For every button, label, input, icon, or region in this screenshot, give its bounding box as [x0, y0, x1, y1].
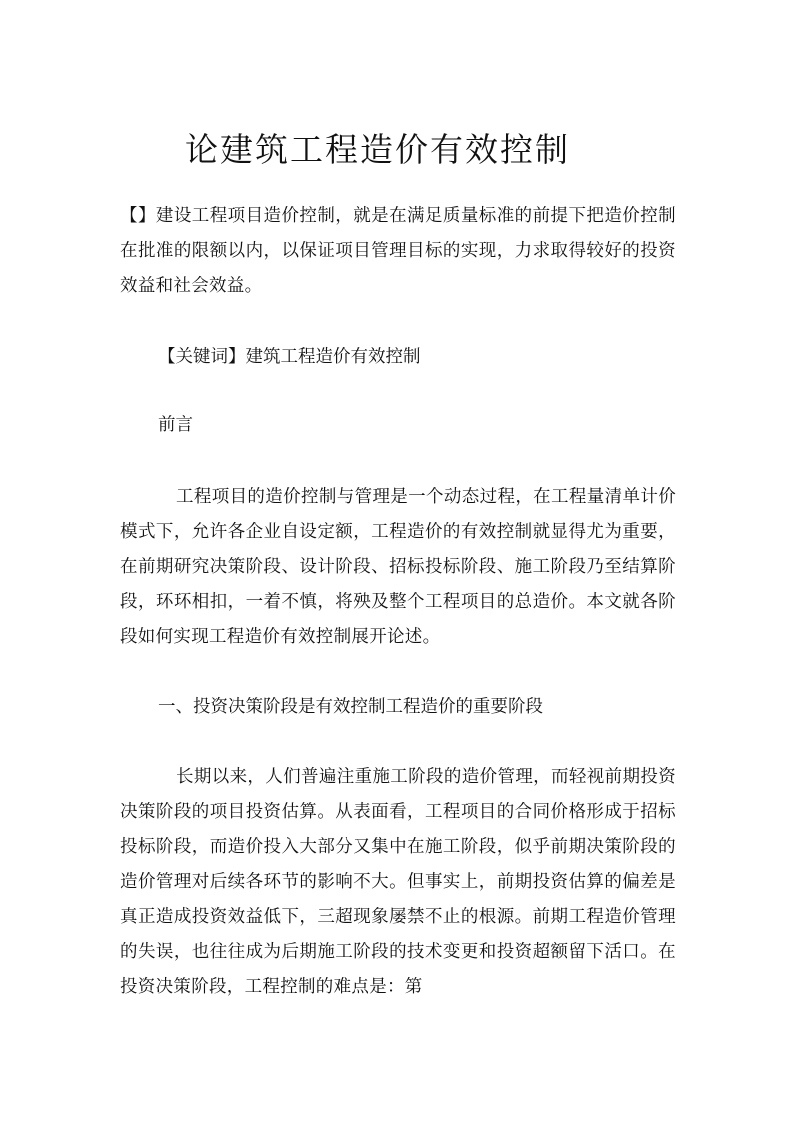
abstract-paragraph: 【】建设工程项目造价控制，就是在满足质量标准的前提下把造价控制在批准的限额以内，以保证项目管理目标的实现，力求取得较好的投资效益和社会效益。	[120, 206, 676, 296]
section-1-heading: 一、投资决策阶段是有效控制工程造价的重要阶段	[158, 697, 543, 717]
document-title: 论建筑工程造价有效控制	[185, 130, 570, 169]
preface-paragraph: 工程项目的造价控制与管理是一个动态过程，在工程量清单计价模式下，允许各企业自设定额，工程造价的有效控制就显得尤为重要，在前期研究决策阶段、设计阶段、招标投标阶段、施工阶段乃至结算阶段，环环相扣，一着不慎，将殃及整个工程项目的总造价。本文就各阶段如何实现工程造价有效控制展开论述。	[120, 487, 676, 647]
keywords-line: 【关键词】建筑工程造价有效控制	[158, 347, 421, 367]
preface-heading: 前言	[158, 415, 193, 435]
section-1-paragraph: 长期以来，人们普遍注重施工阶段的造价管理，而轻视前期投资决策阶段的项目投资估算。从表面看，工程项目的合同价格形成于招标投标阶段，而造价投入大部分又集中在施工阶段，似乎前期决策阶段的造价管理对后续各环节的影响不大。但事实上，前期投资估算的偏差是真正造成投资效益低下，三超现象屡禁不止的根源。前期工程造价管理的失误，也往往成为后期施工阶段的技术变更和投资超额留下活口。在投资决策阶段，工程控制的难点是：第	[120, 767, 676, 997]
